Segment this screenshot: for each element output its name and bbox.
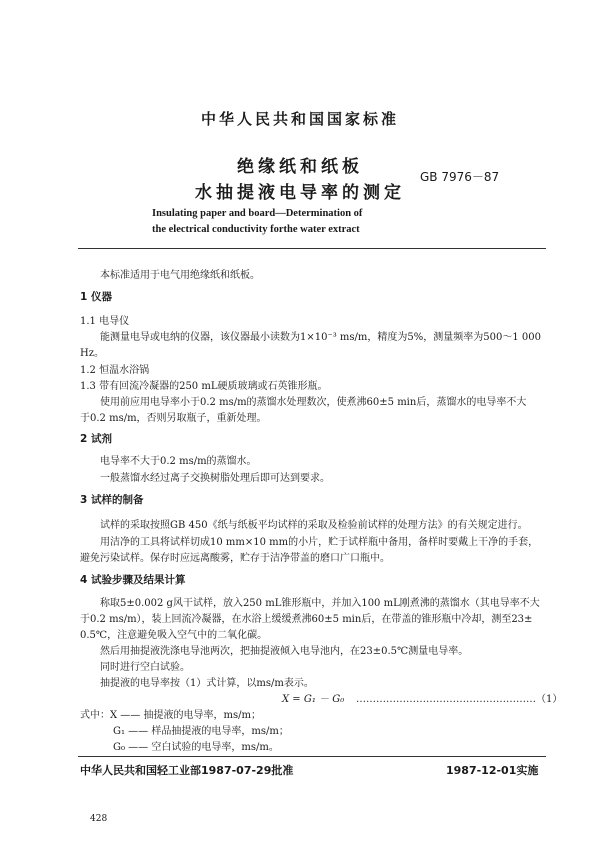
procedure-text-6: 抽提液的电导率按（1）式计算，以ms/m表示。 [100, 678, 314, 689]
footer-rule [78, 756, 546, 757]
english-title-2: the electrical conductivity forthe water extract [152, 224, 360, 235]
section-1-title: 1 仪器 [80, 291, 112, 303]
procedure-text-4: 然后用抽提液洗涤电导池两次，把抽提液倾入电导池内，在23±0.5℃测量电导率。 [100, 646, 469, 657]
approval-line: 中华人民共和国轻工业部1987-07-29批准 [80, 764, 294, 777]
procedure-text-3: 0.5℃，注意避免吸入空气中的二氧化碳。 [80, 630, 268, 641]
clause-1-1-text-cont: Hz。 [80, 348, 104, 359]
sample-text-2: 用洁净的工具将试样切成10 mm×10 mm的小片，贮于试样瓶中备用，备样时要戴上干净的手套， [100, 537, 539, 548]
clause-1-3: 1.3 带有回流冷凝器的250 mL硬质玻璃或石英锥形瓶。 [80, 381, 328, 392]
page-number: 428 [90, 814, 108, 824]
sample-text-1: 试样的采取按照GB 450《纸与纸板平均试样的采取及检验前试样的处理方法》的有关规定进行。 [100, 520, 528, 531]
standard-number: GB 7976－87 [420, 170, 500, 184]
procedure-text-2: 于0.2 ms/m），装上回流冷凝器，在水浴上缓缓煮沸60±5 min后，在带盖的锥形瓶中冷却，测至23± [80, 614, 533, 625]
variable-g1: G₁ —— 样品抽提液的电导率，ms/m； [113, 726, 289, 737]
clause-1-3-text-cont: 于0.2 ms/m，否则另取瓶子，重新处理。 [80, 413, 267, 424]
sample-text-3: 避免污染试样。保存时应远离酸雾，贮存于洁净带盖的磨口广口瓶中。 [80, 553, 390, 564]
issuing-organization: 中华人民共和国国家标准 [200, 110, 399, 128]
variable-g0: G₀ —— 空白试验的电导率，ms/m。 [113, 742, 279, 753]
header-rule [78, 248, 546, 249]
english-title-1: Insulating paper and board—Determination of [152, 208, 363, 219]
reagent-text-2: 一般蒸馏水经过离子交换树脂处理后即可达到要求。 [100, 473, 330, 484]
clause-1-3-text: 使用前应用电导率小于0.2 ms/m的蒸馏水处理数次，使煮沸60±5 min后，蒸馏水的电导率不大 [100, 397, 527, 408]
intro-text: 本标准适用于电气用绝缘纸和纸板。 [100, 270, 260, 281]
procedure-text-5: 同时进行空白试验。 [100, 662, 190, 673]
reagent-text-1: 电导率不大于0.2 ms/m的蒸馏水。 [100, 456, 257, 467]
effective-date: 1987-12-01实施 [446, 764, 539, 777]
formula-number: ………………………………………………（1） [356, 694, 563, 705]
section-2-title: 2 试剂 [80, 433, 112, 445]
procedure-text-1: 称取5±0.002 g风干试样，放入250 mL锥形瓶中，并加入100 mL刚煮沸的蒸馏水（其电导率不大 [100, 598, 540, 609]
title-line-2: 水抽提液电导率的测定 [195, 183, 405, 203]
formula: X = G₁ － G₀ [282, 694, 345, 705]
section-3-title: 3 试样的制备 [80, 494, 144, 506]
clause-1-2: 1.2 恒温水浴锅 [80, 365, 150, 376]
variable-x: 式中：X —— 抽提液的电导率，ms/m； [80, 710, 261, 721]
section-4-title: 4 试验步骤及结果计算 [80, 574, 186, 586]
title-line-1: 绝缘纸和纸板 [237, 157, 363, 177]
clause-1-1: 1.1 电导仪 [80, 316, 130, 327]
clause-1-1-text: 能测量电导或电纳的仪器，该仪器最小读数为1×10⁻³ ms/m，精度为5%，测量频率为500～1 000 [100, 332, 541, 343]
